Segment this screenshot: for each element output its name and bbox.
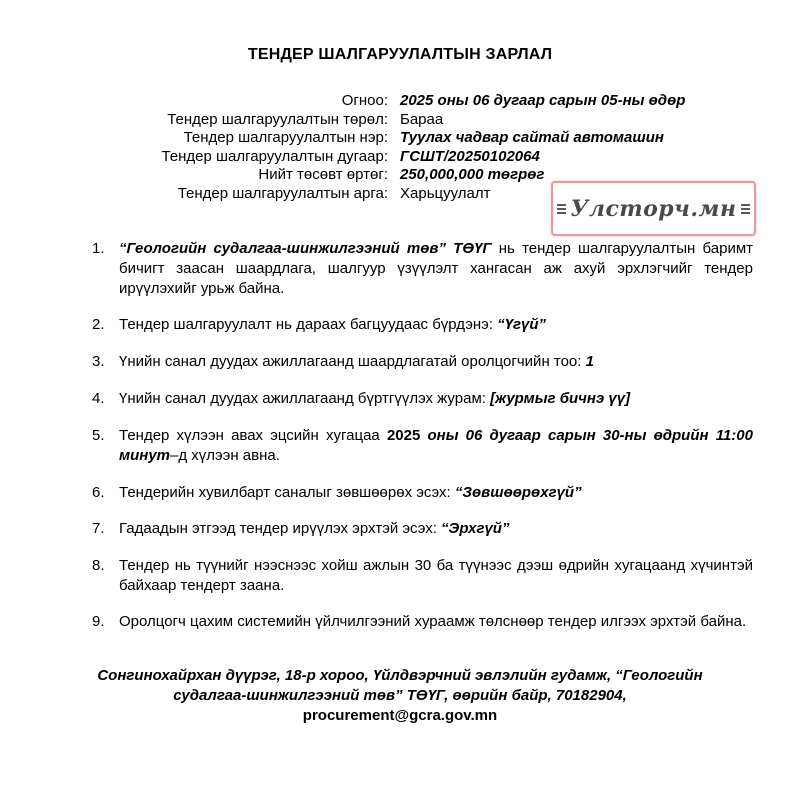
meta-row-type — [0, 111, 800, 130]
page-title: ТЕНДЕР ШАЛГАРУУЛАЛТЫН ЗАРЛАЛ — [247, 46, 553, 63]
deadline-date: оны 06 дугаар сарын 30-ны өдрийн 11:00 минут — [119, 427, 753, 464]
meta-row-number — [0, 148, 800, 167]
item-number: 4. — [92, 390, 105, 407]
meta-row-date — [0, 92, 800, 111]
watermark-stamp — [551, 181, 756, 236]
item-body: нь тендер шалгаруулалтын баримт бичигт заасан шаардлага, шалгуур үзүүлэлт хангасан аж ахуй эрхлэгчийг тендер ирүүлэхийг урьж байна. — [119, 240, 754, 297]
item-body: Үнийн санал дуудах ажиллагаанд бүртгүүлэх журам: — [119, 390, 491, 407]
footer-email: procurement@gcra.gov.mn — [302, 707, 498, 724]
meta-label: Огноо: — [341, 92, 388, 109]
item-text — [119, 315, 753, 335]
item-body: Тендер шалгаруулалт нь дараах багцуудаас бүрдэнэ: — [119, 316, 498, 333]
item-text — [119, 352, 753, 372]
item-body: Тендер хүлээн авах эцсийн хугацаа — [119, 427, 387, 444]
item-body-end: –д хүлээн авна. — [170, 447, 280, 464]
footer-address-line: судалгаа-шинжилгээний төв” ТӨҮГ, өөрийн байр, 70182904, — [173, 687, 627, 704]
stamp-wing-left — [557, 204, 566, 214]
item-number: 8. — [92, 557, 105, 574]
item-number: 1. — [92, 240, 105, 257]
item-answer: “Зөвшөөрөхгүй” — [454, 484, 582, 501]
item-number: 2. — [92, 316, 105, 333]
meta-value: Бараа — [400, 110, 444, 128]
meta-row-name — [0, 129, 800, 148]
item-body: Үнийн санал дуудах ажиллагаанд шаардлагатай оролцогчийн тоо: — [119, 353, 586, 370]
item-number: 7. — [92, 520, 105, 537]
meta-value: 250,000,000 төгрөг — [400, 166, 545, 184]
contact-footer — [0, 666, 800, 726]
item-number: 3. — [92, 353, 105, 370]
item-answer: “Үгүй” — [497, 316, 547, 333]
meta-label: Тендер шалгаруулалтын нэр: — [183, 129, 388, 147]
item-body: Тендерийн хувилбарт саналыг зөвшөөрөх эсэх: — [119, 484, 455, 501]
item-answer: 1 — [585, 353, 594, 370]
item-answer: [журмыг бичнэ үү] — [490, 390, 631, 407]
item-text: Тендер нь түүнийг нээснээс хойш ажлын 30 ба түүнээс дээш өдрийн хугацаанд хүчинтэй байхаар тендерт заана. — [119, 557, 753, 594]
item-text: Оролцогч цахим системийн үйлчилгээний хураамж төлснөөр тендер илгээх эрхтэй байна. — [119, 613, 747, 630]
footer-address-line: Сонгинохайрхан дүүрэг, 18-р хороо, Үйлдвэрчний эвлэлийн гудамж, “Геологийн — [97, 667, 703, 684]
meta-label: Тендер шалгаруулалтын дугаар: — [161, 147, 388, 165]
item-answer: “Эрхгүй” — [441, 520, 510, 537]
item-number: 5. — [92, 427, 105, 444]
item-number: 9. — [92, 613, 105, 630]
stamp-wing-right — [741, 204, 750, 214]
meta-value: Туулах чадвар сайтай автомашин — [400, 129, 664, 147]
meta-label: Тендер шалгаруулалтын арга: — [177, 184, 388, 202]
item-text — [119, 519, 753, 539]
item-number: 6. — [92, 484, 105, 501]
org-name: “Геологийн судалгаа-шинжилгээний төв” ТӨҮГ — [119, 240, 492, 257]
item-text — [119, 239, 753, 299]
meta-value: Харьцуулалт — [400, 184, 491, 202]
item-text — [119, 389, 753, 409]
meta-value: ГСШТ/20250102064 — [400, 147, 540, 165]
item-text — [119, 483, 753, 503]
meta-label: Нийт төсөвт өртөг: — [258, 166, 388, 184]
stamp-logo-text: Улсторч.мн — [570, 195, 737, 222]
item-body: Гадаадын этгээд тендер ирүүлэх эрхтэй эсэх: — [119, 520, 442, 537]
meta-value: 2025 оны 06 дугаар сарын 05-ны өдөр — [400, 92, 686, 109]
meta-label: Тендер шалгаруулалтын төрөл: — [167, 110, 388, 128]
deadline-year: 2025 — [386, 427, 421, 444]
item-text — [119, 426, 753, 466]
